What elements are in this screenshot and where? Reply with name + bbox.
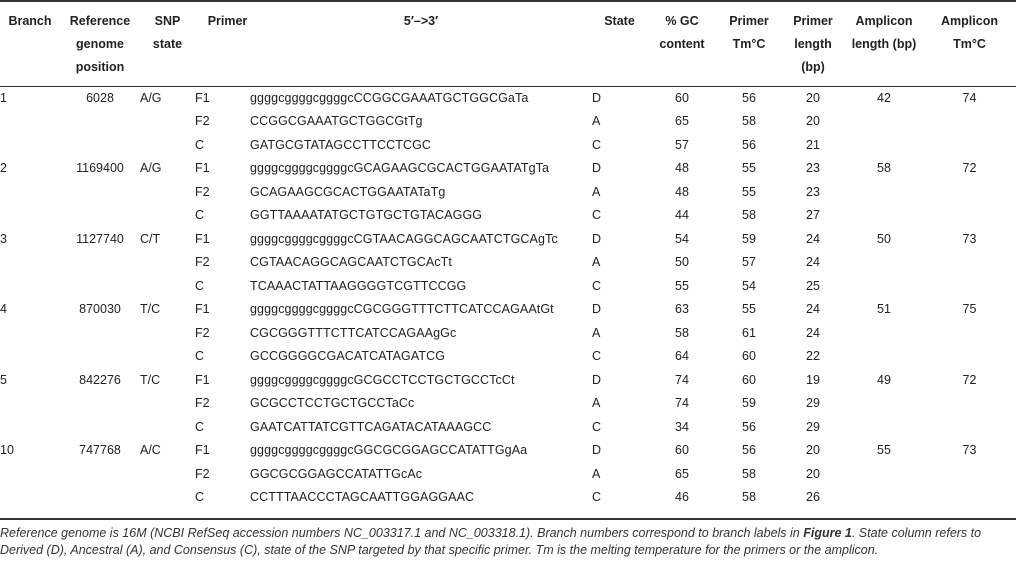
cell-primer: F2 bbox=[195, 184, 210, 199]
cell-amplicon-tm: 73 bbox=[962, 231, 977, 246]
cell-sequence: ggggcggggcggggcGCGCCTCCTGCTGCCTcCt bbox=[250, 372, 515, 387]
cell-gc-content: 48 bbox=[675, 184, 689, 199]
cell-gc-content: 64 bbox=[675, 349, 689, 364]
cell-primer-tm: 59 bbox=[742, 396, 756, 411]
footnote-part1: Reference genome is 16M (NCBI RefSeq accession numbers NC_003317.1 and NC_003318.1). Branch numbers correspond to branch labels in bbox=[0, 526, 804, 540]
cell-amplicon-tm bbox=[923, 274, 1016, 298]
cell-branch bbox=[0, 133, 60, 157]
cell-snp-state bbox=[140, 462, 195, 486]
header-amplicon-length: Amplicon length (bp) bbox=[851, 14, 917, 51]
cell-branch: 3 bbox=[0, 231, 7, 246]
cell-primer: F1 bbox=[195, 372, 210, 387]
cell-sequence: CGCGGGTTTCTTCATCCAGAAgGc bbox=[250, 325, 457, 340]
cell-snp-state bbox=[140, 415, 195, 439]
header-gc-content: % GC content bbox=[659, 14, 705, 51]
cell-primer-tm: 58 bbox=[742, 490, 756, 505]
cell-snp-state: C/T bbox=[140, 231, 161, 246]
cell-primer-length: 29 bbox=[806, 396, 820, 411]
cell-primer: F2 bbox=[195, 255, 210, 270]
cell-reference-position bbox=[60, 133, 140, 157]
cell-state: A bbox=[592, 466, 601, 481]
table-row bbox=[0, 274, 1016, 298]
table-header-row bbox=[0, 2, 1016, 86]
cell-primer-tm: 61 bbox=[742, 325, 756, 340]
cell-state: C bbox=[592, 419, 602, 434]
cell-primer-tm: 55 bbox=[742, 184, 756, 199]
cell-primer: C bbox=[195, 208, 205, 223]
cell-reference-position bbox=[60, 110, 140, 134]
table-footnote bbox=[0, 525, 1010, 559]
cell-snp-state bbox=[140, 486, 195, 510]
footnote-figure-ref: Figure 1 bbox=[803, 526, 852, 540]
primer-table bbox=[0, 2, 1016, 509]
cell-amplicon-tm: 73 bbox=[962, 443, 977, 458]
cell-amplicon-tm: 74 bbox=[962, 90, 977, 105]
cell-reference-position: 6028 bbox=[86, 90, 114, 105]
table-row bbox=[0, 462, 1016, 486]
cell-sequence: CCTTTAACCCTAGCAATTGGAGGAAC bbox=[250, 490, 475, 505]
cell-snp-state bbox=[140, 110, 195, 134]
cell-amplicon-tm bbox=[923, 415, 1016, 439]
cell-reference-position bbox=[60, 415, 140, 439]
cell-snp-state bbox=[140, 392, 195, 416]
cell-primer: F1 bbox=[195, 302, 210, 317]
cell-primer-tm: 58 bbox=[742, 114, 756, 129]
table-row bbox=[0, 227, 1016, 251]
cell-primer-tm: 60 bbox=[742, 349, 756, 364]
cell-primer-tm: 56 bbox=[742, 90, 756, 105]
cell-amplicon-length bbox=[845, 321, 923, 345]
cell-amplicon-length bbox=[845, 251, 923, 275]
cell-branch bbox=[0, 274, 60, 298]
cell-sequence: GGCGCGGAGCCATATTGcAc bbox=[250, 466, 423, 481]
cell-amplicon-tm: 72 bbox=[962, 161, 977, 176]
table-row bbox=[0, 415, 1016, 439]
cell-sequence: ggggcggggcggggcCCGGCGAAATGCTGGCGaTa bbox=[250, 90, 529, 105]
cell-gc-content: 34 bbox=[675, 419, 689, 434]
table-row bbox=[0, 439, 1016, 463]
header-sequence: 5′–>3′ bbox=[403, 14, 439, 28]
table-bottom-rule bbox=[0, 518, 1016, 520]
cell-primer-length: 24 bbox=[806, 302, 820, 317]
cell-primer: F1 bbox=[195, 90, 210, 105]
cell-reference-position bbox=[60, 321, 140, 345]
cell-state: A bbox=[592, 255, 601, 270]
cell-gc-content: 48 bbox=[675, 161, 689, 176]
cell-snp-state bbox=[140, 180, 195, 204]
cell-snp-state bbox=[140, 251, 195, 275]
cell-snp-state bbox=[140, 345, 195, 369]
cell-primer-tm: 58 bbox=[742, 466, 756, 481]
cell-reference-position bbox=[60, 462, 140, 486]
cell-primer: F1 bbox=[195, 231, 210, 246]
cell-primer: C bbox=[195, 349, 205, 364]
table-row bbox=[0, 157, 1016, 181]
cell-amplicon-tm bbox=[923, 133, 1016, 157]
cell-amplicon-length bbox=[845, 462, 923, 486]
table-row bbox=[0, 86, 1016, 110]
cell-state: D bbox=[592, 161, 602, 176]
table-row bbox=[0, 368, 1016, 392]
cell-state: D bbox=[592, 90, 602, 105]
cell-branch: 10 bbox=[0, 443, 14, 458]
cell-sequence: GGTTAAAATATGCTGTGCTGTACAGGG bbox=[250, 208, 483, 223]
cell-reference-position bbox=[60, 180, 140, 204]
cell-primer-length: 20 bbox=[806, 466, 820, 481]
cell-branch: 4 bbox=[0, 302, 7, 317]
cell-branch bbox=[0, 321, 60, 345]
cell-primer-length: 25 bbox=[806, 278, 820, 293]
table-row bbox=[0, 345, 1016, 369]
cell-amplicon-tm bbox=[923, 110, 1016, 134]
cell-gc-content: 58 bbox=[675, 325, 689, 340]
cell-sequence: ggggcggggcggggcCGCGGGTTTCTTCATCCAGAAtGt bbox=[250, 302, 554, 317]
cell-gc-content: 63 bbox=[675, 302, 689, 317]
header-amplicon-tm: Amplicon Tm°C bbox=[941, 14, 998, 51]
cell-primer-length: 24 bbox=[806, 255, 820, 270]
cell-amplicon-length bbox=[845, 415, 923, 439]
cell-snp-state bbox=[140, 204, 195, 228]
cell-branch bbox=[0, 392, 60, 416]
header-state: State bbox=[604, 14, 635, 28]
cell-amplicon-tm: 75 bbox=[962, 302, 977, 317]
cell-reference-position: 842276 bbox=[79, 372, 121, 387]
cell-state: D bbox=[592, 443, 602, 458]
table-row bbox=[0, 251, 1016, 275]
cell-amplicon-length bbox=[845, 110, 923, 134]
table-row bbox=[0, 180, 1016, 204]
cell-state: D bbox=[592, 372, 602, 387]
header-primer-length: Primer length (bp) bbox=[793, 14, 833, 74]
cell-reference-position bbox=[60, 251, 140, 275]
cell-primer-length: 27 bbox=[806, 208, 820, 223]
footnote-part2: . State column refers to Derived (D), Ancestral (A), and Consensus (C), state of the SNP targeted by that specific primer. Tm is the melting temperature for the primers or the amplicon. bbox=[0, 526, 982, 557]
cell-reference-position bbox=[60, 204, 140, 228]
cell-primer-length: 23 bbox=[806, 161, 820, 176]
cell-primer-tm: 60 bbox=[742, 372, 756, 387]
table-row bbox=[0, 321, 1016, 345]
table-row bbox=[0, 298, 1016, 322]
cell-sequence: GCCGGGGCGACATCATAGATCG bbox=[250, 349, 446, 364]
cell-amplicon-length bbox=[845, 486, 923, 510]
cell-reference-position bbox=[60, 274, 140, 298]
cell-primer: C bbox=[195, 490, 205, 505]
cell-reference-position bbox=[60, 345, 140, 369]
cell-state: A bbox=[592, 325, 601, 340]
cell-snp-state: T/C bbox=[140, 372, 161, 387]
cell-sequence: ggggcggggcggggcGGCGCGGAGCCATATTGgAa bbox=[250, 443, 528, 458]
cell-branch bbox=[0, 251, 60, 275]
cell-gc-content: 65 bbox=[675, 114, 689, 129]
cell-primer-tm: 59 bbox=[742, 231, 756, 246]
cell-branch bbox=[0, 462, 60, 486]
cell-state: D bbox=[592, 231, 602, 246]
cell-snp-state bbox=[140, 321, 195, 345]
cell-primer-tm: 55 bbox=[742, 161, 756, 176]
cell-sequence: ggggcggggcggggcCGTAACAGGCAGCAATCTGCAgTc bbox=[250, 231, 558, 246]
table-row bbox=[0, 110, 1016, 134]
cell-amplicon-tm bbox=[923, 345, 1016, 369]
cell-reference-position: 747768 bbox=[79, 443, 121, 458]
cell-primer-tm: 56 bbox=[742, 443, 756, 458]
cell-amplicon-length: 58 bbox=[877, 161, 891, 176]
table-body bbox=[0, 86, 1016, 509]
cell-branch bbox=[0, 486, 60, 510]
cell-reference-position: 1169400 bbox=[76, 161, 124, 176]
cell-amplicon-length bbox=[845, 133, 923, 157]
cell-primer: F1 bbox=[195, 443, 210, 458]
cell-snp-state: A/C bbox=[140, 443, 161, 458]
cell-sequence: GCGCCTCCTGCTGCCTaCc bbox=[250, 396, 415, 411]
cell-sequence: CGTAACAGGCAGCAATCTGCAcTt bbox=[250, 255, 452, 270]
header-snp-state: SNP state bbox=[152, 14, 183, 51]
cell-primer-length: 20 bbox=[806, 443, 820, 458]
cell-snp-state bbox=[140, 133, 195, 157]
cell-amplicon-tm bbox=[923, 180, 1016, 204]
cell-amplicon-length: 51 bbox=[877, 302, 891, 317]
header-primer: Primer bbox=[207, 14, 248, 28]
cell-gc-content: 55 bbox=[675, 278, 689, 293]
header-primer-tm: Primer Tm°C bbox=[729, 14, 769, 51]
cell-gc-content: 74 bbox=[675, 396, 689, 411]
table-row bbox=[0, 392, 1016, 416]
cell-primer: F2 bbox=[195, 325, 210, 340]
cell-gc-content: 50 bbox=[675, 255, 689, 270]
cell-amplicon-tm bbox=[923, 204, 1016, 228]
cell-reference-position bbox=[60, 486, 140, 510]
cell-gc-content: 60 bbox=[675, 443, 689, 458]
cell-state: C bbox=[592, 278, 602, 293]
cell-amplicon-length bbox=[845, 274, 923, 298]
cell-primer-tm: 57 bbox=[742, 255, 756, 270]
cell-primer-length: 19 bbox=[806, 372, 820, 387]
cell-primer-length: 20 bbox=[806, 114, 820, 129]
cell-gc-content: 57 bbox=[675, 137, 689, 152]
cell-sequence: CCGGCGAAATGCTGGCGtTg bbox=[250, 114, 423, 129]
cell-branch bbox=[0, 415, 60, 439]
cell-primer-tm: 58 bbox=[742, 208, 756, 223]
cell-primer: F2 bbox=[195, 114, 210, 129]
cell-gc-content: 65 bbox=[675, 466, 689, 481]
cell-amplicon-length: 55 bbox=[877, 443, 891, 458]
cell-primer-length: 24 bbox=[806, 325, 820, 340]
cell-gc-content: 54 bbox=[675, 231, 689, 246]
cell-state: C bbox=[592, 349, 602, 364]
cell-branch bbox=[0, 110, 60, 134]
cell-primer-tm: 56 bbox=[742, 419, 756, 434]
cell-amplicon-length: 49 bbox=[877, 372, 891, 387]
cell-gc-content: 60 bbox=[675, 90, 689, 105]
cell-sequence: GATGCGTATAGCCTTCCTCGC bbox=[250, 137, 432, 152]
cell-state: A bbox=[592, 114, 601, 129]
cell-primer-length: 26 bbox=[806, 490, 820, 505]
cell-amplicon-tm bbox=[923, 462, 1016, 486]
cell-primer-length: 21 bbox=[806, 137, 820, 152]
cell-sequence: GAATCATTATCGTTCAGATACATAAAGCC bbox=[250, 419, 492, 434]
table-row bbox=[0, 133, 1016, 157]
cell-sequence: GCAGAAGCGCACTGGAATATaTg bbox=[250, 184, 446, 199]
header-branch: Branch bbox=[8, 14, 52, 28]
table-row bbox=[0, 486, 1016, 510]
cell-amplicon-length: 50 bbox=[877, 231, 891, 246]
cell-sequence: TCAAACTATTAAGGGGTCGTTCCGG bbox=[250, 278, 467, 293]
cell-amplicon-tm: 72 bbox=[962, 372, 977, 387]
cell-amplicon-tm bbox=[923, 392, 1016, 416]
cell-primer: C bbox=[195, 278, 205, 293]
cell-branch bbox=[0, 345, 60, 369]
cell-amplicon-tm bbox=[923, 251, 1016, 275]
cell-primer: C bbox=[195, 419, 205, 434]
cell-branch: 2 bbox=[0, 161, 7, 176]
cell-primer-length: 22 bbox=[806, 349, 820, 364]
cell-state: C bbox=[592, 137, 602, 152]
cell-state: A bbox=[592, 396, 601, 411]
cell-amplicon-length bbox=[845, 204, 923, 228]
cell-primer-tm: 55 bbox=[742, 302, 756, 317]
cell-amplicon-tm bbox=[923, 486, 1016, 510]
cell-amplicon-tm bbox=[923, 321, 1016, 345]
cell-reference-position bbox=[60, 392, 140, 416]
cell-primer: F2 bbox=[195, 396, 210, 411]
cell-primer-length: 24 bbox=[806, 231, 820, 246]
cell-primer: F1 bbox=[195, 161, 210, 176]
cell-amplicon-length bbox=[845, 180, 923, 204]
table-row bbox=[0, 204, 1016, 228]
cell-snp-state bbox=[140, 274, 195, 298]
cell-snp-state: A/G bbox=[140, 161, 162, 176]
cell-primer: C bbox=[195, 137, 205, 152]
cell-state: C bbox=[592, 490, 602, 505]
cell-primer-tm: 54 bbox=[742, 278, 756, 293]
cell-gc-content: 46 bbox=[675, 490, 689, 505]
cell-primer-tm: 56 bbox=[742, 137, 756, 152]
cell-amplicon-length bbox=[845, 392, 923, 416]
cell-sequence: ggggcggggcggggcGCAGAAGCGCACTGGAATATgTa bbox=[250, 161, 550, 176]
cell-primer-length: 20 bbox=[806, 90, 820, 105]
header-reference-position: Reference genome position bbox=[69, 14, 131, 74]
cell-state: D bbox=[592, 302, 602, 317]
cell-branch: 5 bbox=[0, 372, 7, 387]
cell-primer-length: 29 bbox=[806, 419, 820, 434]
cell-primer: F2 bbox=[195, 466, 210, 481]
cell-branch bbox=[0, 204, 60, 228]
cell-state: A bbox=[592, 184, 601, 199]
cell-snp-state: T/C bbox=[140, 302, 161, 317]
cell-gc-content: 44 bbox=[675, 208, 689, 223]
cell-snp-state: A/G bbox=[140, 90, 162, 105]
cell-state: C bbox=[592, 208, 602, 223]
cell-primer-length: 23 bbox=[806, 184, 820, 199]
cell-amplicon-length: 42 bbox=[877, 90, 891, 105]
cell-branch: 1 bbox=[0, 90, 7, 105]
cell-branch bbox=[0, 180, 60, 204]
cell-reference-position: 1127740 bbox=[76, 231, 124, 246]
cell-reference-position: 870030 bbox=[79, 302, 121, 317]
cell-gc-content: 74 bbox=[675, 372, 689, 387]
cell-amplicon-length bbox=[845, 345, 923, 369]
